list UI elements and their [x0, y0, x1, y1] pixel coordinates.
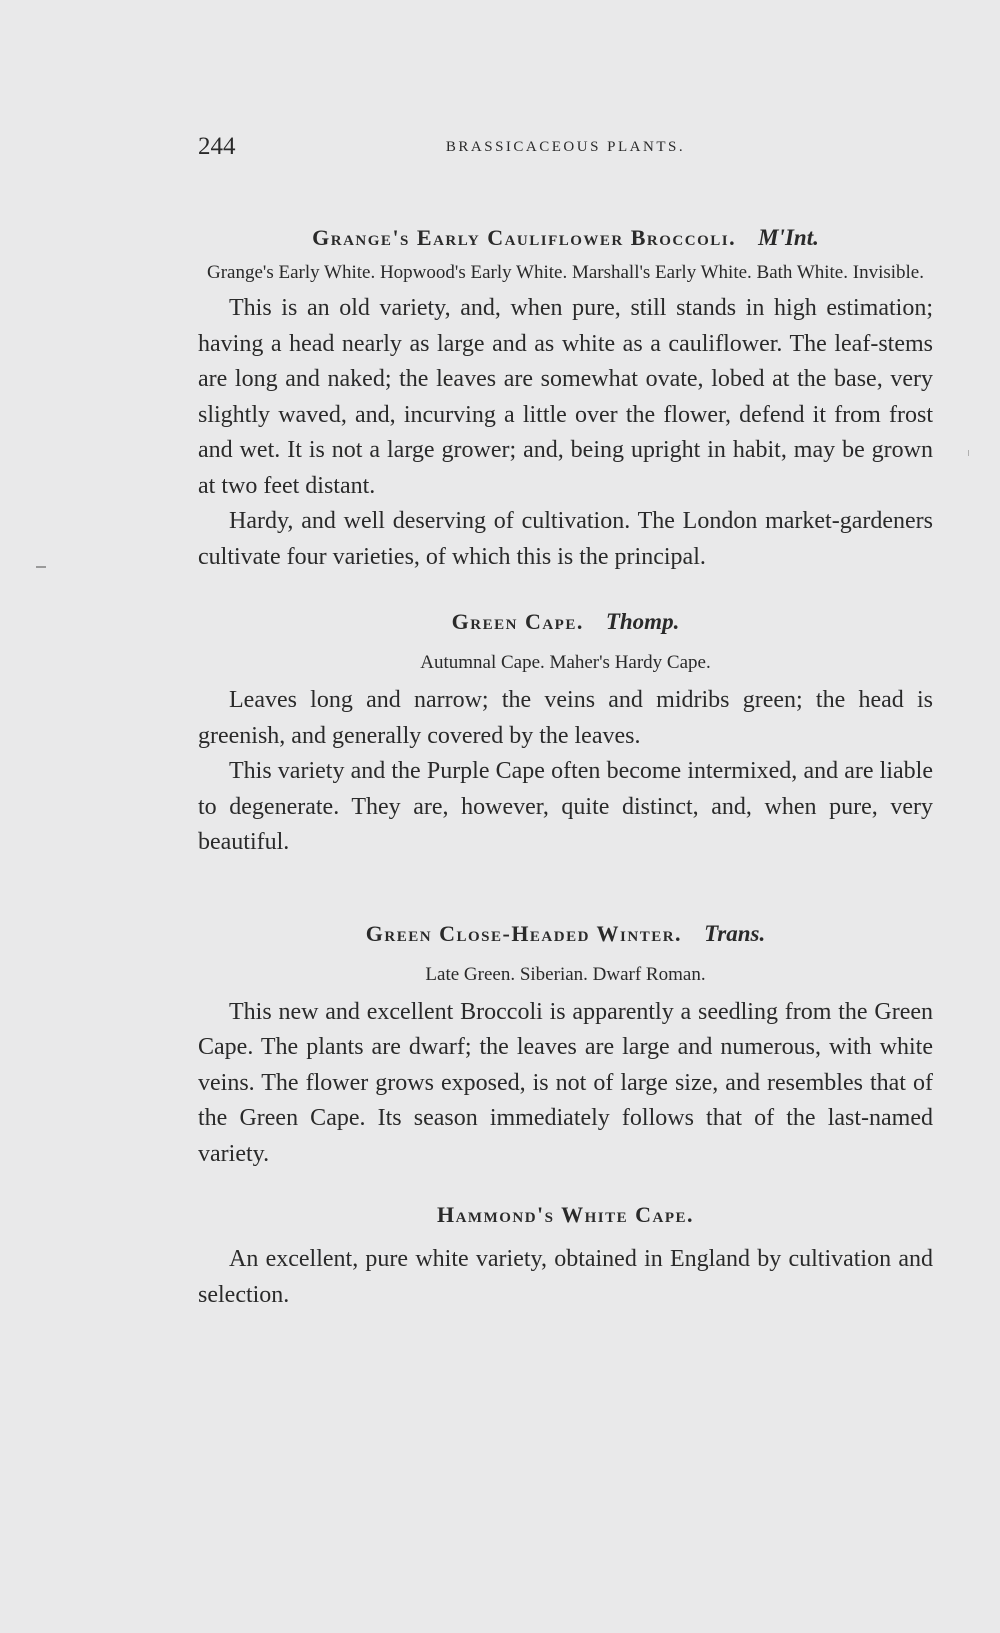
- entry-paragraph: Leaves long and narrow; the veins and midribs green; the head is greenish, and generally covered by the leaves.: [198, 687, 933, 749]
- page-content: [198, 225, 933, 1313]
- entry-granges-early-cauliflower-broccoli: [198, 225, 933, 575]
- running-title: BRASSICACEOUS PLANTS.: [445, 139, 686, 155]
- entry-title-text: Green Close-Headed Winter.: [365, 920, 683, 946]
- entry-title: [198, 921, 933, 947]
- entry-title: [198, 225, 933, 251]
- page-header: [198, 133, 933, 163]
- entry-paragraph: This variety and the Purple Cape often become intermixed, and are liable to degenerate. They are, however, quite distinct, and, when pure, very beautiful.: [198, 758, 933, 855]
- entry-authority: Thomp.: [605, 609, 680, 634]
- entry-synonyms: Late Green. Siberian. Dwarf Roman.: [425, 963, 706, 985]
- entry-paragraph: An excellent, pure white variety, obtained in England by cultivation and selection.: [198, 1246, 933, 1308]
- entry-synonyms: Grange's Early White. Hopwood's Early White. Marshall's Early White. Bath White. Invisible.: [207, 262, 924, 283]
- entry-title: [198, 609, 933, 635]
- entry-green-cape: [198, 609, 933, 861]
- entry-authority: Trans.: [704, 920, 766, 946]
- entry-green-close-headed-winter: [198, 921, 933, 1173]
- entry-paragraph: This is an old variety, and, when pure, still stands in high estimation; having a head nearly as large and as white as a cauliflower. The leaf-stems are long and naked; the leaves are somewhat ovate, lobed at the base, very slightly waved, and, incurving a little over the flower, defend it from frost and wet. It is not a large grower; and, being upright in habit, may be grown at two feet distant.: [198, 295, 933, 499]
- entry-title: [198, 1202, 933, 1228]
- entry-title-text: Hammond's White Cape.: [436, 1202, 695, 1227]
- entry-title-text: Grange's Early Cauliflower Broccoli.: [312, 225, 737, 250]
- entry-authority: M'Int.: [758, 225, 819, 250]
- margin-tick: [968, 450, 969, 456]
- entry-paragraph: This new and excellent Broccoli is apparently a seedling from the Green Cape. The plants are dwarf; the leaves are large and numerous, with white veins. The flower grows exposed, is not of large size, and resembles that of the Green Cape. Its season immediately follows that of the last-named variety.: [198, 998, 933, 1167]
- entry-hammonds-white-cape: [198, 1202, 933, 1313]
- entry-synonyms: Autumnal Cape. Maher's Hardy Cape.: [420, 652, 711, 673]
- entry-paragraph: Hardy, and well deserving of cultivation. The London market-gardeners cultivate four varieties, of which this is the principal.: [198, 508, 933, 570]
- entry-title-text: Green Cape.: [451, 609, 584, 634]
- page-number: 244: [198, 133, 236, 160]
- margin-mark: [36, 566, 46, 568]
